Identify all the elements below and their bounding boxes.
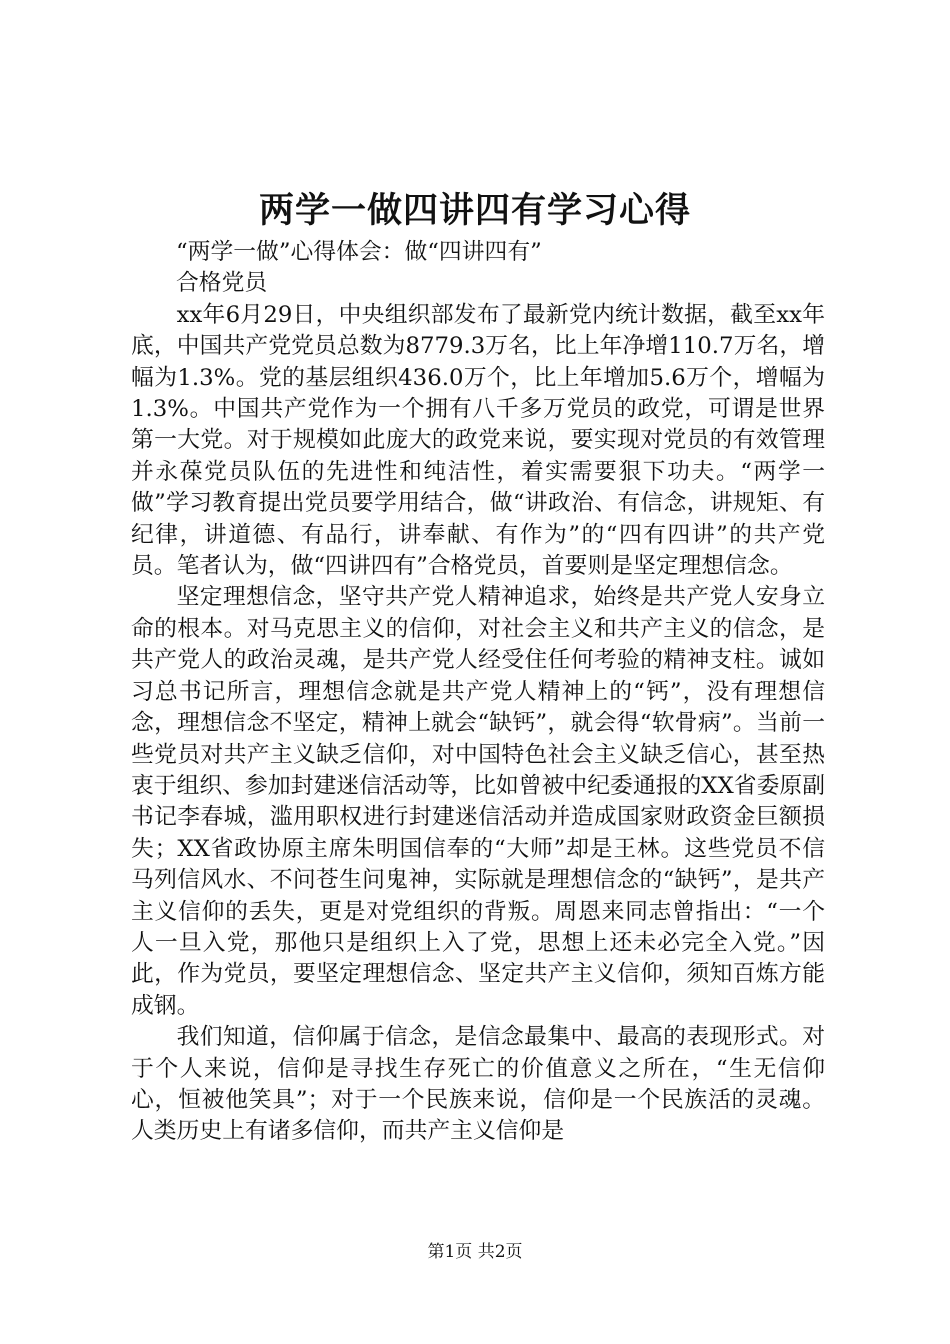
document-body: [131, 237, 825, 1148]
paragraph-1: xx年6月29日，中央组织部发布了最新党内统计数据，截至xx年底，中国共产党党员总数为8779.3万名，比上年净增110.7万名，增幅为1.3%。党的基层组织436.0万个，比上年增加5.6万个，增幅为1.3%。中国共产党作为一个拥有八千多万党员的政党，可谓是世界第一大党。对于规模如此庞大的政党来说，要实现对党员的有效管理并永葆党员队伍的先进性和纯洁性，着实需要狠下功夫。“两学一做”学习教育提出党员要学用结合，做“讲政治、有信念，讲规矩、有纪律，讲道德、有品行，讲奉献、有作为”的“四有四讲”的共产党员。笔者认为，做“四讲四有”合格党员，首要则是坚定理想信念。: [131, 301, 825, 580]
page-footer: 第1页 共2页: [427, 1242, 523, 1262]
subtitle-line-2: 合格党员: [176, 270, 268, 297]
subtitle-block: [131, 237, 825, 300]
document-title: 两学一做四讲四有学习心得: [258, 190, 691, 231]
paragraph-3: 我们知道，信仰属于信念，是信念最集中、最高的表现形式。对于个人来说，信仰是寻找生存死亡的价值意义之所在，“生无信仰心，恒被他笑具”；对于一个民族来说，信仰是一个民族活的灵魂。人类历史上有诸多信仰，而共产主义信仰是: [131, 1024, 825, 1145]
subtitle-line-1: “两学一做”心得体会：做“四讲四有”: [176, 239, 542, 265]
paragraph-2: 坚定理想信念，坚守共产党人精神追求，始终是共产党人安身立命的根本。对马克思主义的信仰，对社会主义和共产主义的信念，是共产党人的政治灵魂，是共产党人经受住任何考验的精神支柱。诚如习总书记所言，理想信念就是共产党人精神上的“钙”，没有理想信念，理想信念不坚定，精神上就会“缺钙”，就会得“软骨病”。当前一些党员对共产主义缺乏信仰，对中国特色社会主义缺乏信心，甚至热衷于组织、参加封建迷信活动等，比如曾被中纪委通报的XX省委原副书记李春城，滥用职权进行封建迷信活动并造成国家财政资金巨额损失；XX省政协原主席朱明国信奉的“大师”却是王林。这些党员不信马列信风水、不问苍生问鬼神，实际就是理想信念的“缺钙”，是共产主义信仰的丢失，更是对党组织的背叛。周恩来同志曾指出：“一个人一旦入党，那他只是组织上入了党，思想上还未必完全入党。”因此，作为党员，要坚定理想信念、坚定共产主义信仰，须知百炼方能成钢。: [131, 584, 825, 1019]
